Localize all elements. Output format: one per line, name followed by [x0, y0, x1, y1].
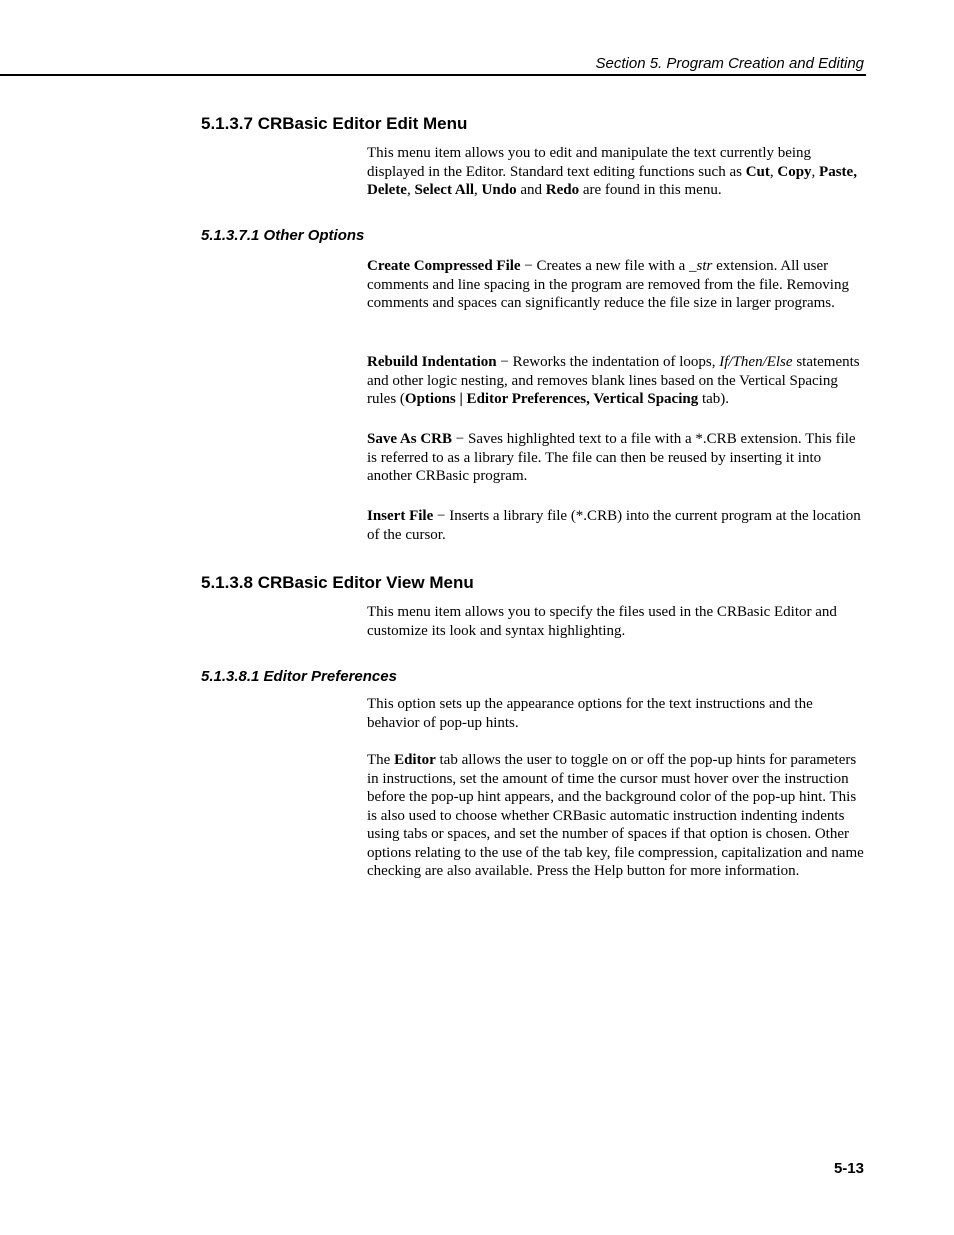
running-header: Section 5. Program Creation and Editing — [595, 55, 864, 72]
edit-menu-paragraph: This menu item allows you to edit and manipulate the text currently being displayed in the Editor. Standard text editing functions such as Cut, Copy, Paste, Delete, Select All, Undo and Redo are found in this menu. — [367, 145, 857, 198]
heading-other-options: 5.1.3.7.1 Other Options — [201, 227, 365, 244]
view-menu-paragraph: This menu item allows you to specify the files used in the CRBasic Editor and customize its look and syntax highlighting. — [367, 604, 837, 639]
paragraph-save-as-crb: Save As CRB − Saves highlighted text to a file with a *.CRB extension. This file is referred to as a library file. The file can then be reused by inserting it into another CRBasic program. — [367, 431, 856, 484]
heading-edit-menu: 5.1.3.7 CRBasic Editor Edit Menu — [201, 114, 468, 133]
paragraph-rebuild-indentation: Rebuild Indentation − Reworks the indentation of loops, If/Then/Else statements and other logic nesting, and removes blank lines based on the Vertical Spacing rules (Options | Editor Preferences, Vertical Spacing tab). — [367, 354, 860, 407]
heading-editor-preferences: 5.1.3.8.1 Editor Preferences — [201, 668, 397, 685]
editor-preferences-paragraph-1: This option sets up the appearance options for the text instructions and the behavior of pop-up hints. — [367, 696, 813, 731]
header-rule — [0, 74, 866, 76]
page-number: 5-13 — [833, 1160, 864, 1177]
editor-preferences-paragraph-2: The Editor tab allows the user to toggle on or off the pop-up hints for parameters in instructions, set the amount of time the cursor must hover over the instruction before the pop-up hint appears, and the background color of the pop-up hint. This is also used to choose whether CRBasic automatic instruction indenting indents using tabs or spaces, and set the number of spaces if that option is chosen. Other options relating to the use of the tab key, file compression, capitalization and name checking are also available. Press the Help button for more information. — [367, 752, 864, 879]
heading-view-menu: 5.1.3.8 CRBasic Editor View Menu — [201, 573, 474, 592]
paragraph-create-compressed-file: Create Compressed File − Creates a new file with a _str extension. All user comments and line spacing in the program are removed from the file. Removing comments and spaces can significantly reduce the file size in larger programs. — [367, 258, 849, 311]
paragraph-insert-file: Insert File − Inserts a library file (*.CRB) into the current program at the location of the cursor. — [367, 508, 861, 543]
